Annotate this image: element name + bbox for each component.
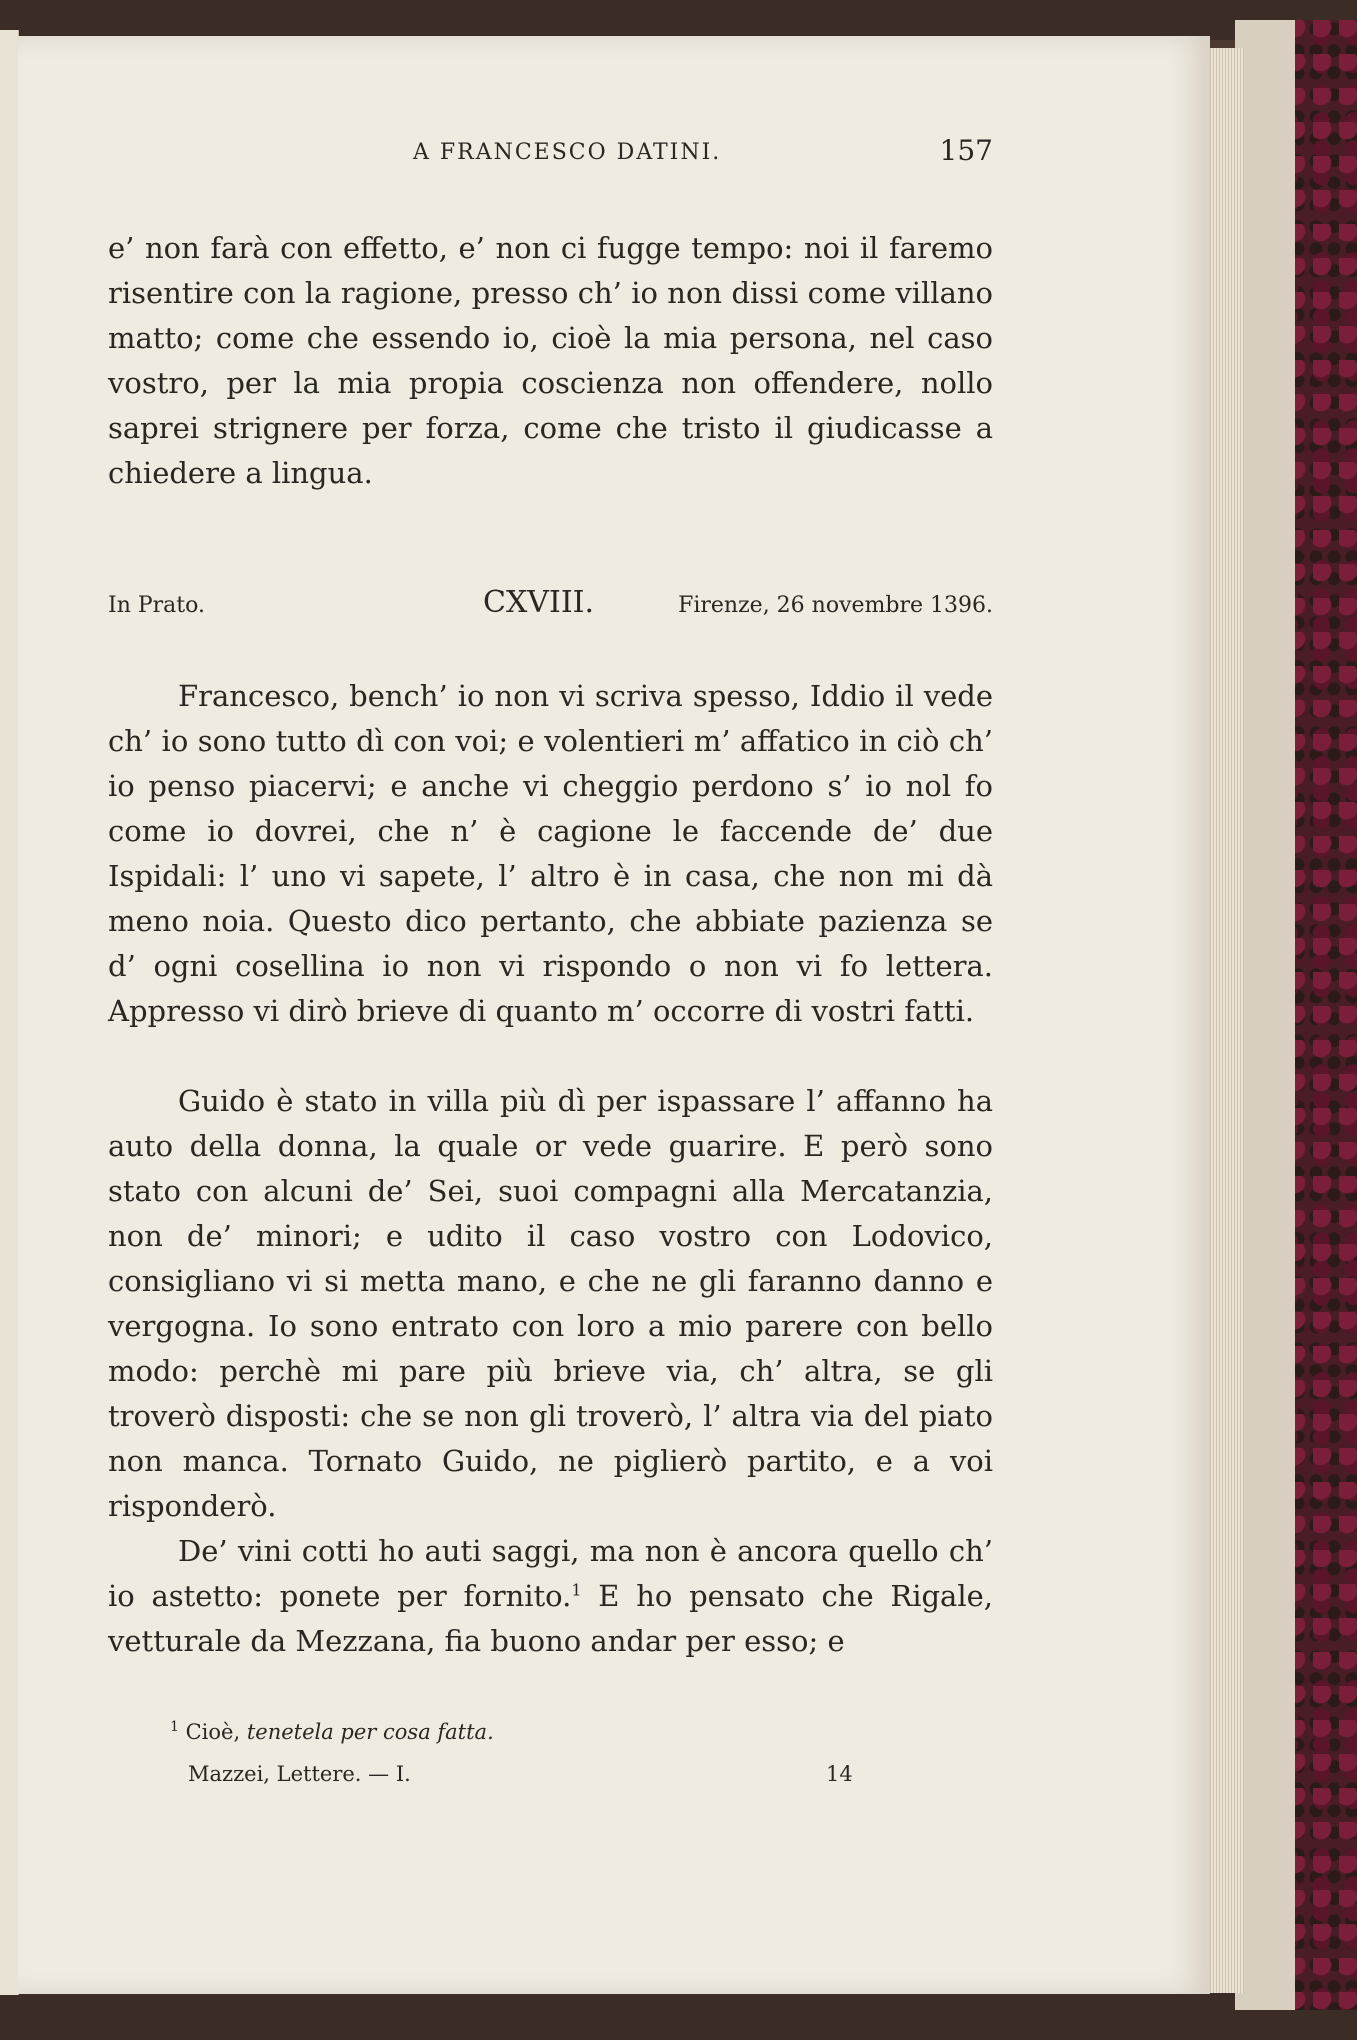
footnote	[170, 1719, 494, 1744]
carryover-paragraph: e’ non farà con effetto, e’ non ci fugge tempo: noi il faremo risentire con la ragione, presso ch’ io non dissi come villano matto; come che essendo io, cioè la mia persona, nel caso vostro, per la mia propia coscienza non offendere, nollo saprei strignere per forza, come che tristo il giudicasse a chiedere a lingua.	[108, 231, 993, 490]
paragraph-3-text-b: E ho pensato che Rigale, vetturale da Mezzana, fia buono andar per esso; e	[108, 1579, 993, 1658]
page-stack-edge	[1208, 48, 1244, 1993]
footnote-marker: 1	[170, 1719, 179, 1735]
cover-spine-edge	[1235, 20, 1295, 2010]
letter-place-date: Firenze, 26 novembre 1396.	[678, 593, 993, 618]
footnote-lead: Cioè,	[185, 1720, 247, 1744]
signature-text: Mazzei, Lettere. — I.	[188, 1762, 411, 1786]
letter-paragraph-1: Francesco, bench’ io non vi scriva spesso, Iddio il vede ch’ io sono tutto dì con voi; e volentieri m’ affatico in ciò ch’ io penso piacervi; e anche vi cheggio perdono s’ io nol fo come io dovrei, che n’ è cagione le faccende de’ due Ispidali: l’ uno vi sapete, l’ altro è in casa, che non mi dà meno noia. Questo dico pertanto, che abbiate pazienza se d’ ogni cosellina io non vi rispondo o non vi fo lettera. Appresso vi dirò brieve di quanto m’ occorre di vostri fatti.	[108, 679, 993, 1028]
page-header	[108, 134, 993, 174]
signature-mark: 14	[826, 1762, 853, 1786]
binding-edge-bottom	[0, 1990, 1357, 2040]
letter-paragraph-2: Guido è stato in villa più dì per ispassare l’ affanno ha auto della donna, la quale or vede guarire. E però sono stato con alcuni de’ Sei, suoi compagni alla Mercatanzia, non de’ minori; e udito il caso vostro con Lodovico, consigliano vi si metta mano, e che ne gli faranno danno e vergogna. Io sono entrato con loro a mio parere con bello modo: perchè mi pare più brieve via, ch’ altra, se gli troverò disposti: che se non gli troverò, l’ altra via del piato non manca. Tornato Guido, ne piglierò partito, e a voi risponderò.	[108, 1084, 993, 1523]
running-title: A FRANCESCO DATINI.	[413, 140, 722, 165]
facing-page-sliver	[0, 30, 19, 1995]
letter-paragraph-3	[108, 1529, 993, 1664]
page-number: 157	[939, 134, 993, 167]
footnote-text: tenetela per cosa fatta.	[246, 1720, 494, 1744]
paragraph-3-text-a: De’ vini cotti ho auti saggi, ma non è ancora quello ch’ io astetto: ponete per fornito.	[108, 1534, 993, 1613]
letter-number: CXVIII.	[483, 585, 595, 620]
letter-heading	[108, 585, 993, 629]
signature-line	[188, 1762, 888, 1792]
letter-recipient: In Prato.	[108, 593, 205, 618]
footnote-reference: 1	[571, 1580, 582, 1600]
binding-edge-top	[0, 0, 1357, 40]
